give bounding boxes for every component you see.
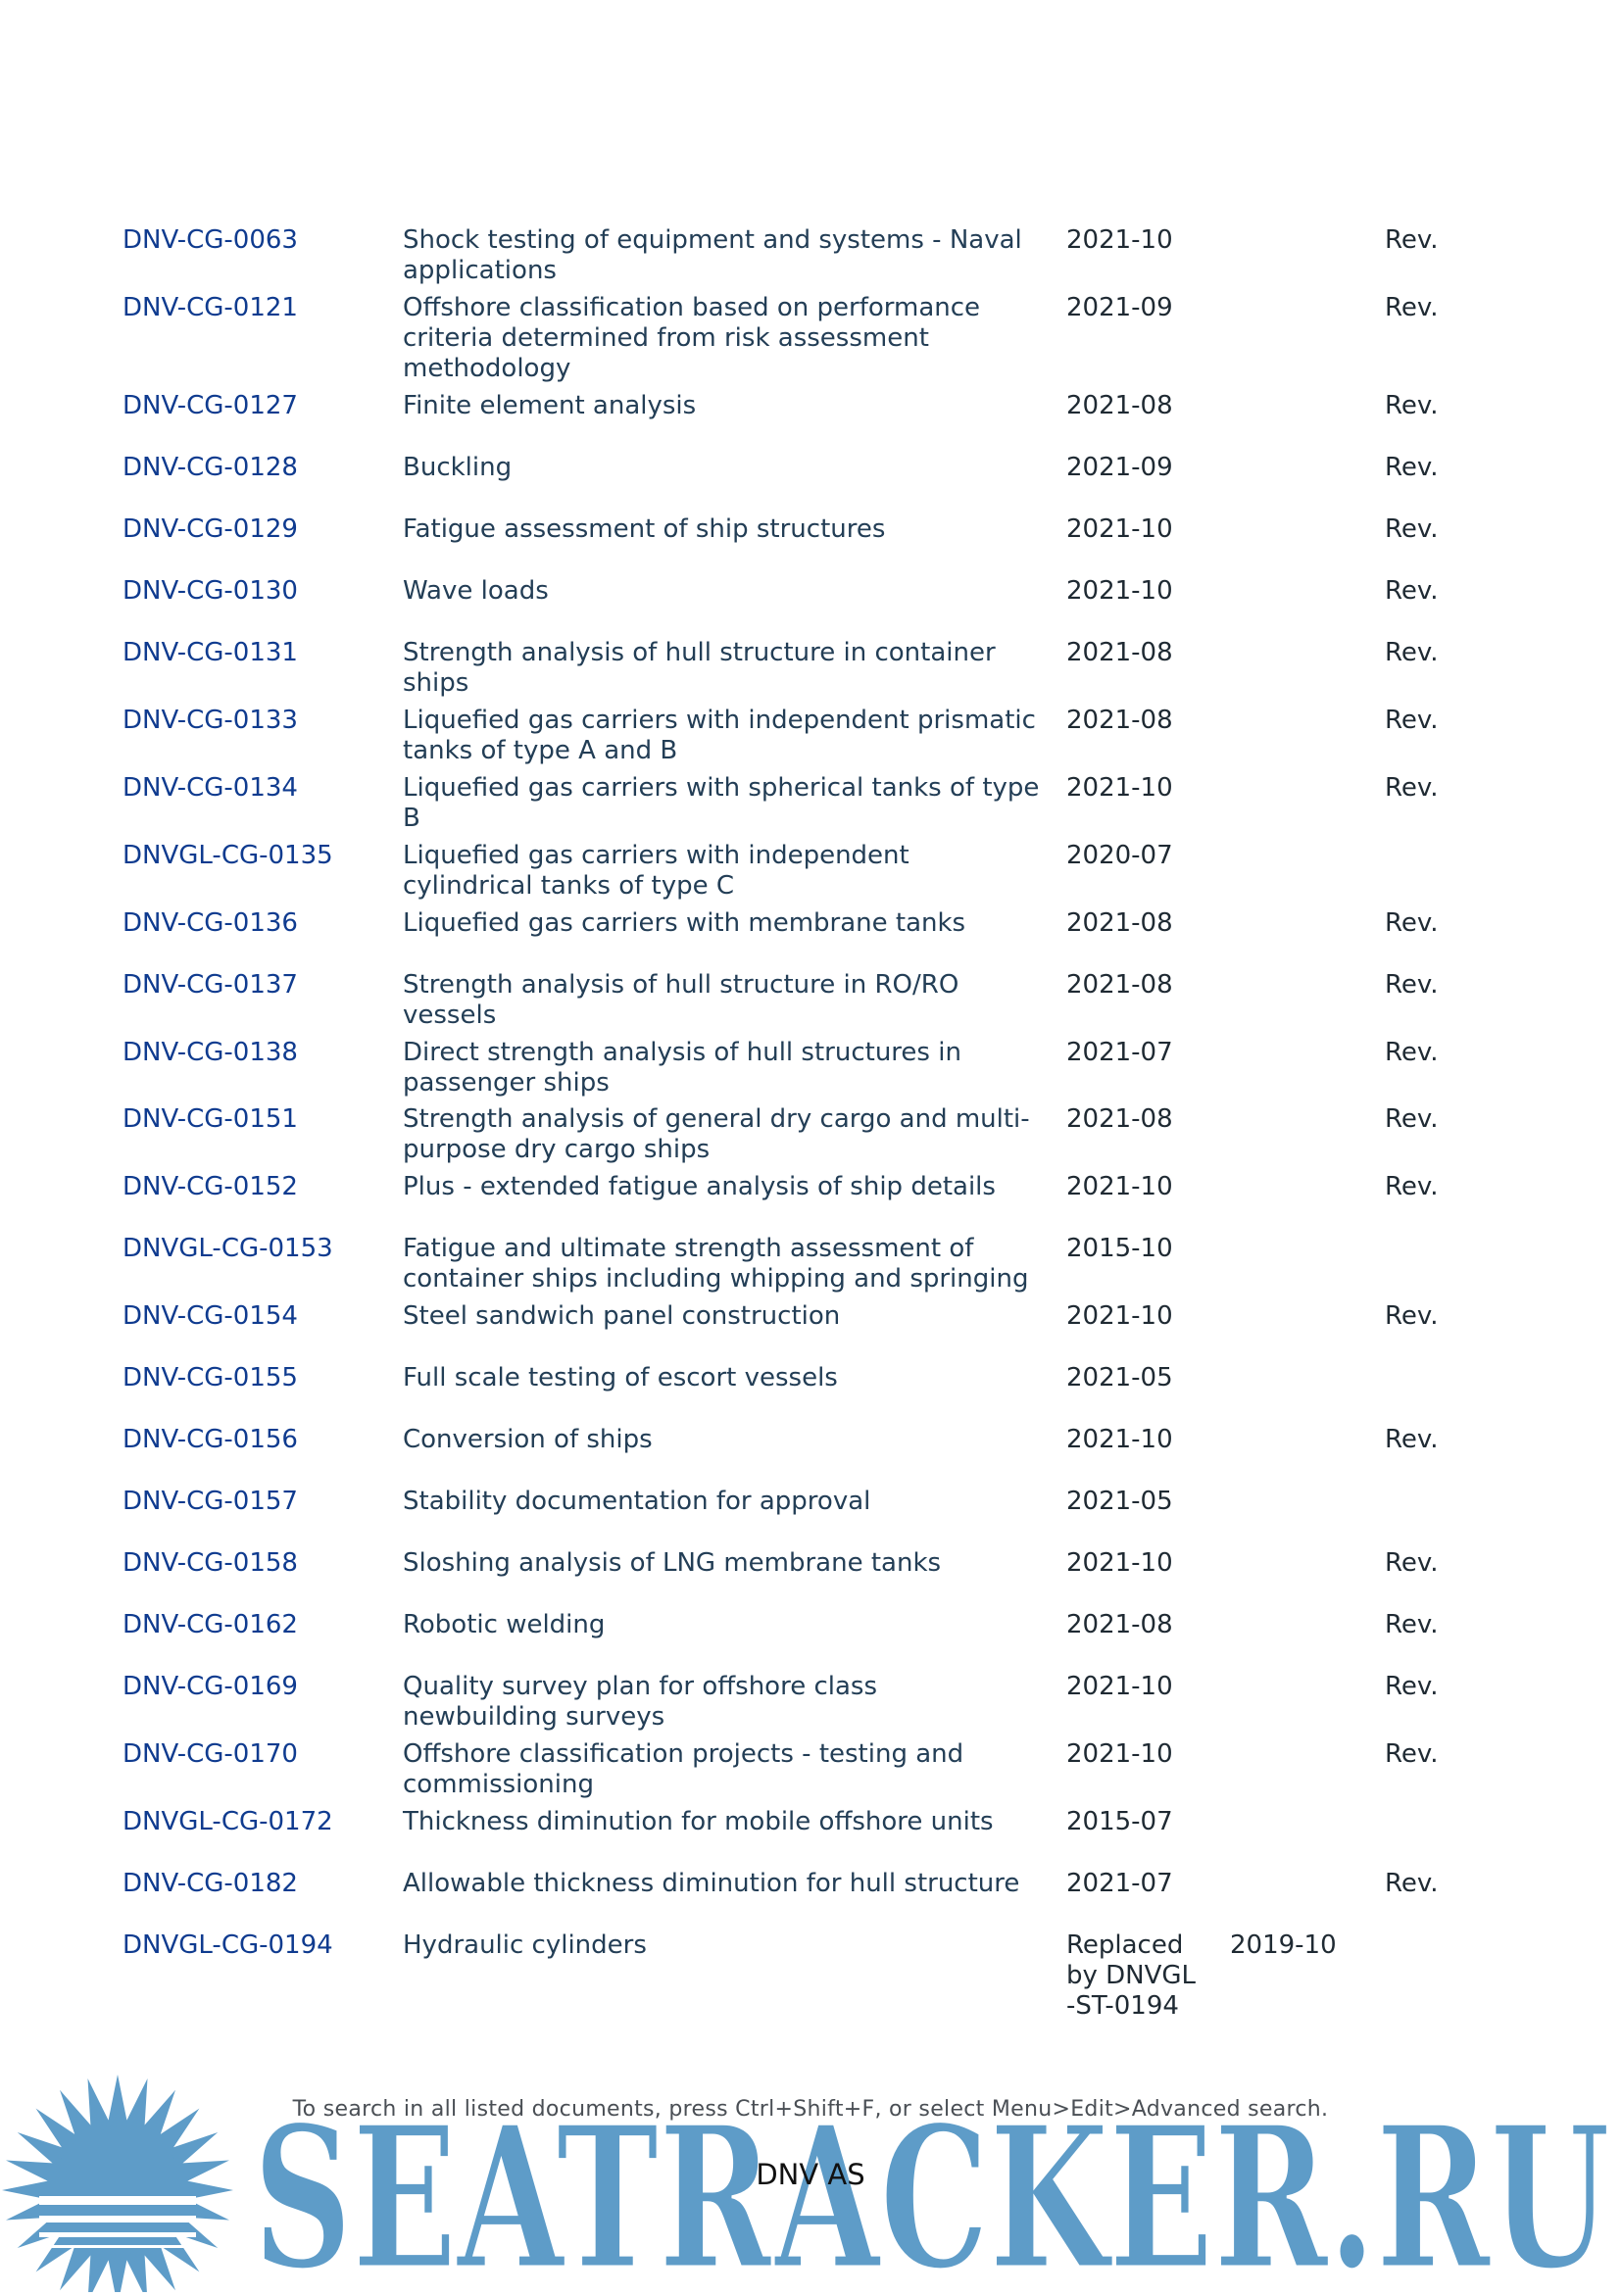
revision-flag: Rev. (1385, 225, 1439, 255)
document-title: Allowable thickness diminution for hull structure (403, 1869, 1020, 1898)
document-code: DNVGL-CG-0135 (123, 841, 333, 870)
document-title: Quality survey plan for offshore class newbuilding surveys (403, 1672, 878, 1732)
document-code: DNV-CG-0121 (123, 293, 298, 322)
document-date: 2021-08 (1066, 908, 1173, 938)
document-code: DNV-CG-0169 (123, 1672, 298, 1701)
document-title: Liquefied gas carriers with independent cylindrical tanks of type C (403, 841, 909, 901)
document-code: DNV-CG-0182 (123, 1869, 298, 1898)
revision-flag: Rev. (1385, 1739, 1439, 1769)
document-code: DNV-CG-0158 (123, 1548, 298, 1578)
document-code: DNVGL-CG-0194 (123, 1930, 333, 1960)
document-code: DNV-CG-0170 (123, 1739, 298, 1769)
watermark-text: SEATRACKER.RU (253, 2083, 1610, 2292)
document-date: 2021-08 (1066, 1104, 1173, 1134)
document-date: 2021-08 (1066, 970, 1173, 1000)
document-code: DNV-CG-0137 (123, 970, 298, 1000)
revision-flag: Rev. (1385, 706, 1439, 735)
revision-flag: Rev. (1385, 908, 1439, 938)
document-date: 2021-10 (1066, 1172, 1173, 1201)
document-date: 2021-10 (1066, 773, 1173, 803)
revision-flag: Rev. (1385, 1869, 1439, 1898)
document-date: 2021-08 (1066, 706, 1173, 735)
document-title: Robotic welding (403, 1610, 606, 1639)
document-title: Fatigue assessment of ship structures (403, 514, 886, 544)
document-date: 2021-10 (1066, 1425, 1173, 1454)
document-title: Offshore classification projects - testing and commissioning (403, 1739, 964, 1799)
document-date: Replaced by DNVGL -ST-0194 (1066, 1930, 1197, 2021)
document-title: Conversion of ships (403, 1425, 653, 1454)
revision-flag: Rev. (1385, 1104, 1439, 1134)
document-title: Hydraulic cylinders (403, 1930, 647, 1960)
document-title: Liquefied gas carriers with independent prismatic tanks of type A and B (403, 706, 1036, 765)
revision-flag: Rev. (1385, 1038, 1439, 1067)
document-title: Fatigue and ultimate strength assessment of container ships including whipping and springing (403, 1234, 1029, 1294)
revision-flag: Rev. (1385, 1610, 1439, 1639)
document-date: 2015-07 (1066, 1807, 1173, 1836)
document-code: DNV-CG-0157 (123, 1487, 298, 1516)
document-title: Buckling (403, 453, 513, 482)
document-date: 2021-07 (1066, 1869, 1173, 1898)
document-title: Wave loads (403, 576, 549, 606)
revision-flag: Rev. (1385, 1425, 1439, 1454)
document-date: 2021-09 (1066, 453, 1173, 482)
document-title: Stability documentation for approval (403, 1487, 871, 1516)
document-code: DNV-CG-0127 (123, 391, 298, 420)
revision-flag: Rev. (1385, 1672, 1439, 1701)
document-code: DNV-CG-0134 (123, 773, 298, 803)
revision-flag: Rev. (1385, 293, 1439, 322)
document-date: 2020-07 (1066, 841, 1173, 870)
document-title: Offshore classification based on performance criteria determined from risk assessment methodology (403, 293, 981, 383)
document-code: DNV-CG-0130 (123, 576, 298, 606)
document-date: 2021-10 (1066, 576, 1173, 606)
document-date: 2021-05 (1066, 1487, 1173, 1516)
document-code: DNV-CG-0155 (123, 1363, 298, 1392)
document-date: 2021-10 (1066, 1548, 1173, 1578)
document-replaced-date: 2019-10 (1230, 1930, 1337, 1960)
revision-flag: Rev. (1385, 1301, 1439, 1331)
revision-flag: Rev. (1385, 773, 1439, 803)
document-date: 2021-10 (1066, 514, 1173, 544)
document-code: DNV-CG-0152 (123, 1172, 298, 1201)
document-date: 2021-05 (1066, 1363, 1173, 1392)
document-title: Finite element analysis (403, 391, 697, 420)
revision-flag: Rev. (1385, 970, 1439, 1000)
document-date: 2021-08 (1066, 1610, 1173, 1639)
document-title: Liquefied gas carriers with membrane tanks (403, 908, 966, 938)
document-code: DNVGL-CG-0153 (123, 1234, 333, 1263)
document-code: DNV-CG-0129 (123, 514, 298, 544)
document-date: 2015-10 (1066, 1234, 1173, 1263)
document-title: Strength analysis of hull structure in container ships (403, 638, 996, 698)
document-code: DNV-CG-0128 (123, 453, 298, 482)
document-date: 2021-09 (1066, 293, 1173, 322)
document-date: 2021-08 (1066, 638, 1173, 667)
document-code: DNV-CG-0156 (123, 1425, 298, 1454)
revision-flag: Rev. (1385, 576, 1439, 606)
document-date: 2021-10 (1066, 1301, 1173, 1331)
revision-flag: Rev. (1385, 453, 1439, 482)
document-date: 2021-10 (1066, 1739, 1173, 1769)
document-title: Thickness diminution for mobile offshore units (403, 1807, 994, 1836)
revision-flag: Rev. (1385, 1548, 1439, 1578)
document-date: 2021-07 (1066, 1038, 1173, 1067)
document-code: DNV-CG-0162 (123, 1610, 298, 1639)
document-code: DNV-CG-0151 (123, 1104, 298, 1134)
document-code: DNV-CG-0136 (123, 908, 298, 938)
document-title: Liquefied gas carriers with spherical tanks of type B (403, 773, 1040, 833)
document-title: Strength analysis of hull structure in RO/RO vessels (403, 970, 959, 1030)
document-code: DNV-CG-0154 (123, 1301, 298, 1331)
document-title: Shock testing of equipment and systems - Naval applications (403, 225, 1022, 285)
revision-flag: Rev. (1385, 1172, 1439, 1201)
document-code: DNV-CG-0063 (123, 225, 298, 255)
document-title: Full scale testing of escort vessels (403, 1363, 838, 1392)
document-code: DNV-CG-0138 (123, 1038, 298, 1067)
revision-flag: Rev. (1385, 514, 1439, 544)
document-title: Direct strength analysis of hull structures in passenger ships (403, 1038, 961, 1098)
document-code: DNV-CG-0133 (123, 706, 298, 735)
document-date: 2021-08 (1066, 391, 1173, 420)
document-code: DNV-CG-0131 (123, 638, 298, 667)
document-date: 2021-10 (1066, 225, 1173, 255)
document-title: Sloshing analysis of LNG membrane tanks (403, 1548, 942, 1578)
company-name: DNV AS (756, 2158, 865, 2191)
document-title: Steel sandwich panel construction (403, 1301, 841, 1331)
document-title: Plus - extended fatigue analysis of ship details (403, 1172, 996, 1201)
document-date: 2021-10 (1066, 1672, 1173, 1701)
document-code: DNVGL-CG-0172 (123, 1807, 333, 1836)
search-hint: To search in all listed documents, press Ctrl+Shift+F, or select Menu>Edit>Advanced search. (292, 2097, 1329, 2122)
revision-flag: Rev. (1385, 638, 1439, 667)
document-title: Strength analysis of general dry cargo and multi-purpose dry cargo ships (403, 1104, 1030, 1164)
revision-flag: Rev. (1385, 391, 1439, 420)
